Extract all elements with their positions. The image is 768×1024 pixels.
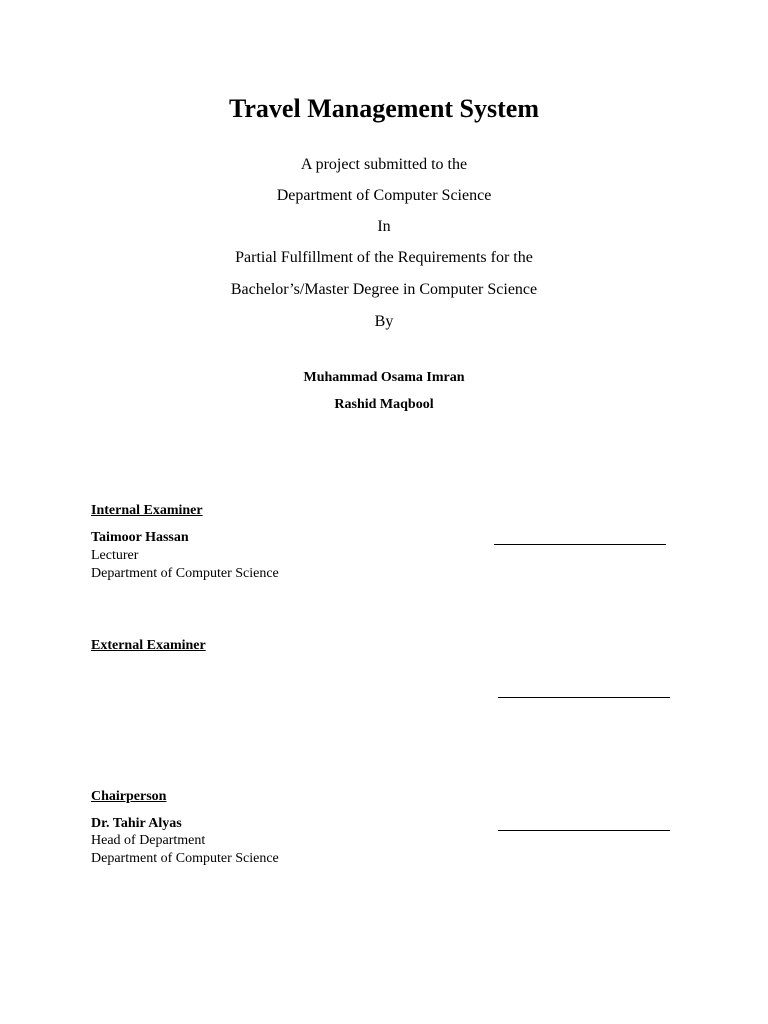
chairperson-designation: Head of Department [91,833,206,848]
document-title: Travel Management System [228,94,539,123]
subtitle-line-3: In [377,218,391,235]
chairperson-department: Department of Computer Science [91,851,279,866]
external-examiner-heading: External Examiner [91,638,206,653]
external-examiner-signature-line [498,696,670,698]
subtitle-line-5: Bachelor’s/Master Degree in Computer Science [230,281,538,298]
author-2: Rashid Maqbool [334,397,434,412]
chairperson-signature-line [498,829,670,831]
chairperson-name: Dr. Tahir Alyas [91,816,182,831]
subtitle-line-1: A project submitted to the [300,156,468,173]
subtitle-line-4: Partial Fulfillment of the Requirements for the [235,249,533,266]
internal-examiner-signature-line [494,543,666,545]
internal-examiner-heading: Internal Examiner [91,503,203,518]
subtitle-line-2: Department of Computer Science [276,187,492,204]
author-1: Muhammad Osama Imran [303,370,465,385]
internal-examiner-designation: Lecturer [91,548,139,563]
internal-examiner-name: Taimoor Hassan [91,530,189,545]
chairperson-heading: Chairperson [91,789,167,804]
internal-examiner-department: Department of Computer Science [91,566,279,581]
subtitle-line-6: By [374,313,394,330]
